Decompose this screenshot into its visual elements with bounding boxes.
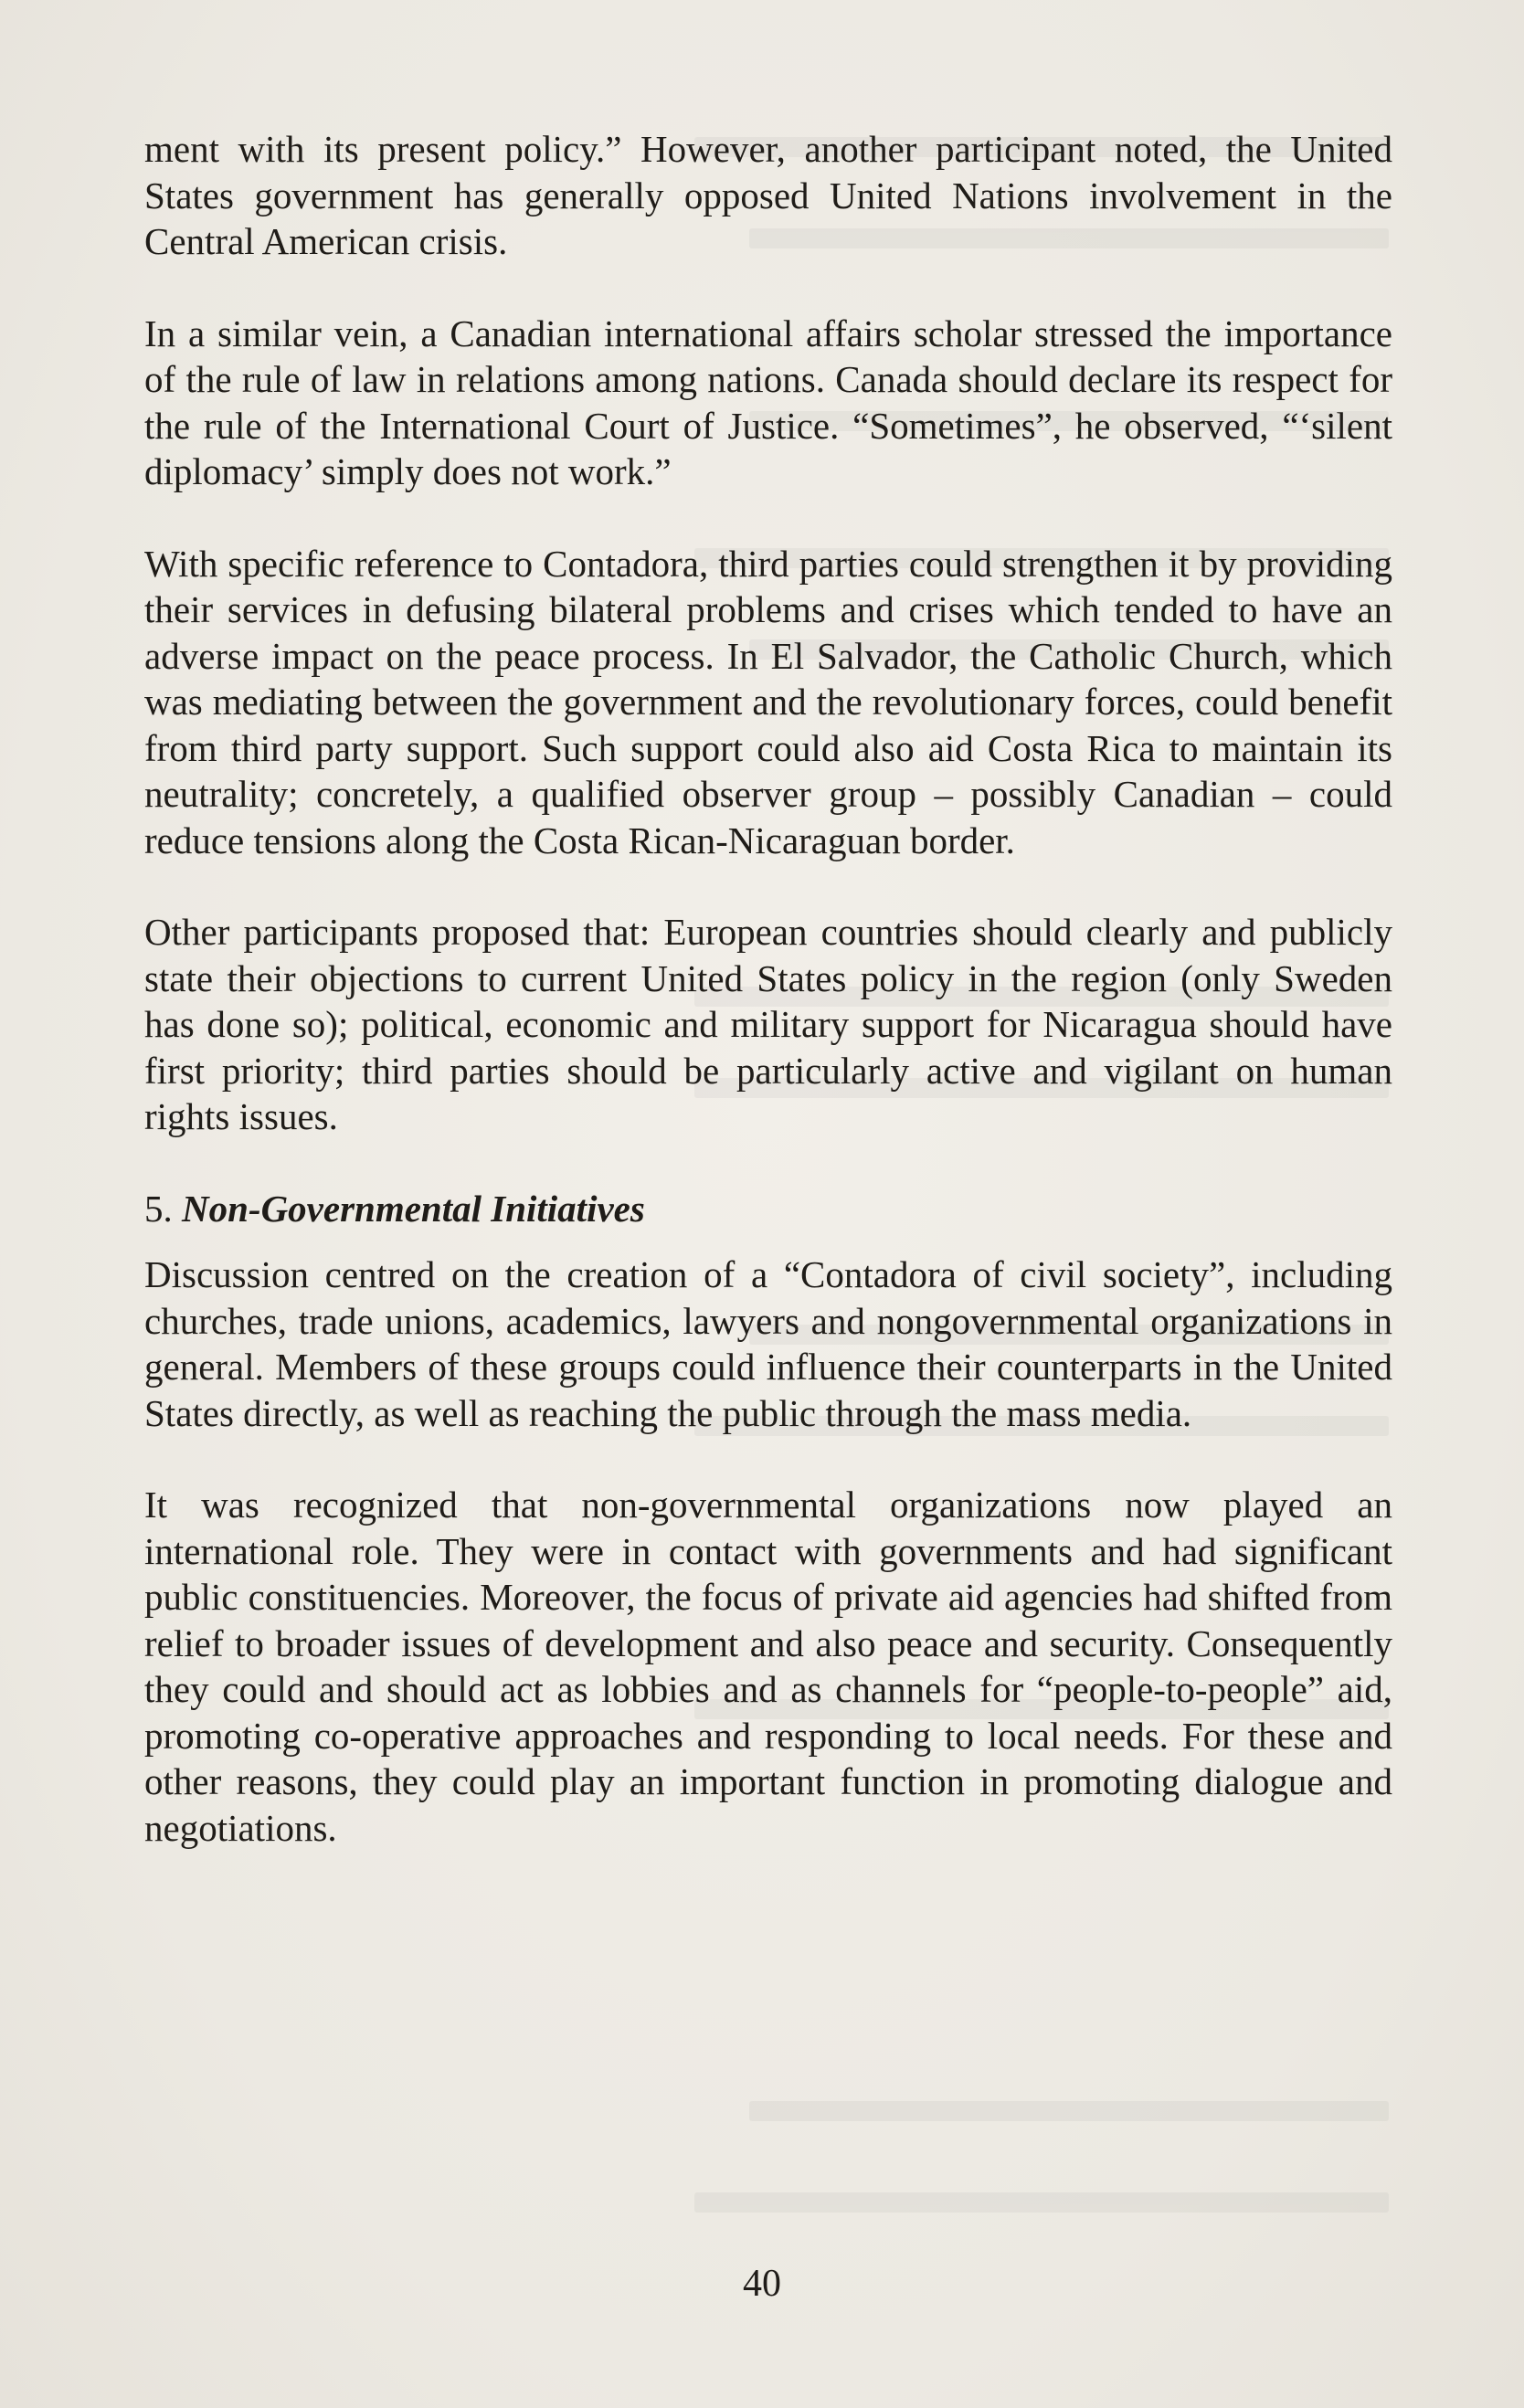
paragraph-5: Discussion centred on the creation of a “Contadora of civil society”, including churches, trade unions, academics, lawyers and nongovernmental organizations in general. Members of these groups could influence their counterparts in the United States directly, as well as reaching the public through the mass media. xyxy=(144,1253,1392,1434)
paragraph-6: It was recognized that non-governmental organizations now played an international role. They were in contact with governments and had significant public constituencies. Moreover, the focus of private aid agencies had shifted from relief to broader issues of development and also peace and security. Consequently they could and should act as lobbies and as channels for “people-to-people” aid, promoting co-operative approaches and responding to local needs. For these and other reasons, they could play an important function in promoting dialogue and negotiations. xyxy=(144,1484,1392,1849)
section-number: 5. xyxy=(144,1187,173,1230)
body-text xyxy=(144,126,1392,1896)
paragraph-3: With specific reference to Contadora, third parties could strengthen it by providing their services in defusing bilateral problems and crises which tended to have an adverse impact on the peace process. In El Salvador, the Catholic Church, which was mediating between the government and the revolutionary forces, could benefit from third party support. Such support could also aid Costa Rica to maintain its neutrality; concretely, a qualified observer group – possibly Canadian – could reduce tensions along the Costa Rican-Nicaraguan border. xyxy=(144,542,1392,861)
page-number: 40 xyxy=(743,2263,781,2305)
paragraph-4: Other participants proposed that: European countries should clearly and publicly state their objections to current United States policy in the region (only Sweden has done so); political, economic and military support for Nicaragua should have first priority; third parties should be particularly active and vigilant on human rights issues. xyxy=(144,911,1392,1137)
section-heading xyxy=(144,1186,1392,1232)
paragraph-2: In a similar vein, a Canadian international affairs scholar stressed the importance of the rule of law in relations among nations. Canada should declare its respect for the rule of the International Court of Justice. “Sometimes”, he observed, “‘silent diplomacy’ simply does not work.” xyxy=(144,312,1392,492)
paragraph-1: ment with its present policy.” However, another participant noted, the United States government has generally opposed United Nations involvement in the Central American crisis. xyxy=(144,128,1392,262)
section-title: Non-Governmental Initiatives xyxy=(182,1187,645,1230)
